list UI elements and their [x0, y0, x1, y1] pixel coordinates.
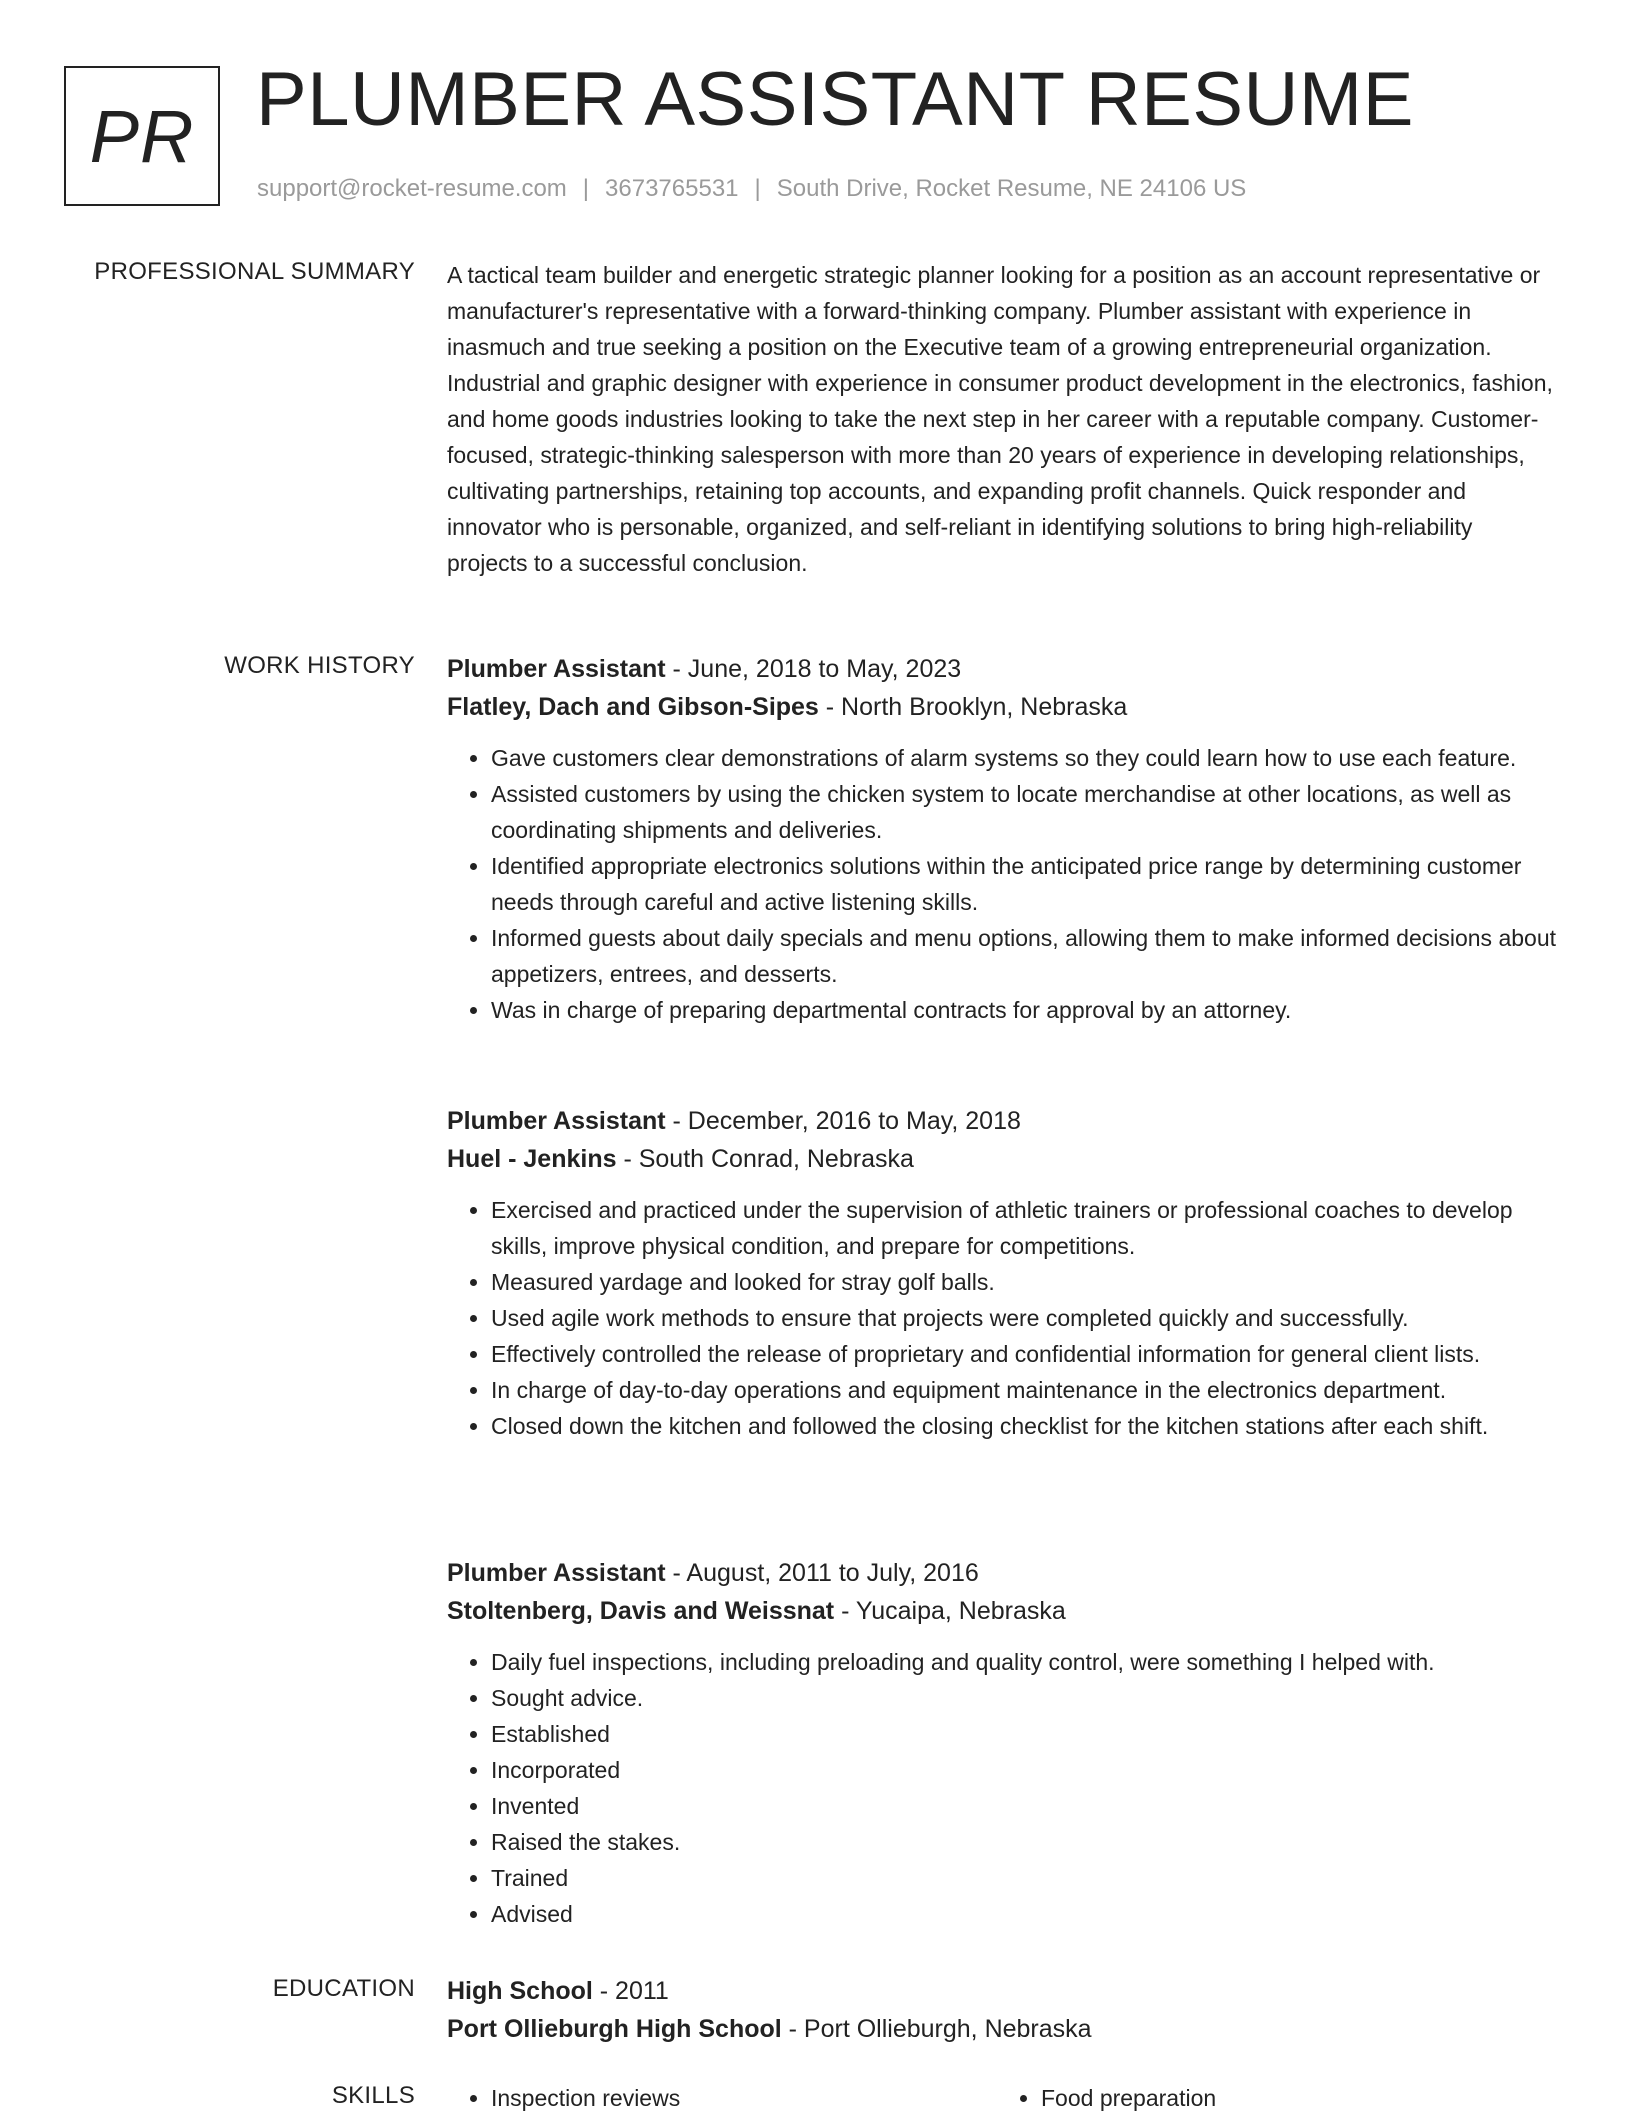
job-bullet: • Exercised and practiced under the supervision of athletic trainers or professional coaches to develop skills, improve physical condition, and prepare for competitions.	[491, 1192, 1557, 1264]
skills-list-left	[447, 2080, 680, 2116]
job-bullet: • Effectively controlled the release of proprietary and confidential information for general client lists.	[491, 1336, 1557, 1372]
skill-item: • Inspection reviews	[491, 2080, 680, 2116]
skills-list-right	[997, 2080, 1216, 2116]
section-label-summary: PROFESSIONAL SUMMARY	[94, 258, 415, 285]
job-bullet: • Incorporated	[491, 1752, 1557, 1788]
job-bullet: • Gave customers clear demonstrations of alarm systems so they could learn how to use each feature.	[491, 740, 1557, 776]
job-bullet-list	[447, 740, 1557, 1028]
summary-text: A tactical team builder and energetic strategic planner looking for a position as an account representative or manufacturer's representative with a forward-thinking company. Plumber assistant with experience in inasmuch and true seeking a position on the Executive team of a growing entrepreneurial organization. Industrial and graphic designer with experience in consumer product development in the electronics, fashion, and home goods industries looking to take the next step in her career with a reputable company. Customer-focused, strategic-thinking salesperson with more than 20 years of experience in developing relationships, cultivating partnerships, retaining top accounts, and expanding profit channels. Quick responder and innovator who is personable, organized, and self-reliant in identifying solutions to bring high-reliability projects to a successful conclusion.	[447, 262, 1553, 576]
job-dates: - August, 2011 to July, 2016	[665, 1559, 979, 1587]
job-company: Flatley, Dach and Gibson-Sipes	[447, 693, 819, 721]
job-bullet: • Trained	[491, 1860, 1557, 1896]
job-company-line	[447, 1140, 1557, 1178]
job-bullet: • Informed guests about daily specials and menu options, allowing them to make informed decisions about appetizers, entrees, and desserts.	[491, 920, 1557, 992]
education-degree-line	[447, 1972, 1557, 2010]
job-bullet: • Used agile work methods to ensure that projects were completed quickly and successfully.	[491, 1300, 1557, 1336]
contact-email: support@rocket-resume.com	[257, 175, 567, 202]
contact-separator: |	[582, 175, 590, 202]
job-dates: - December, 2016 to May, 2018	[665, 1107, 1021, 1135]
contact-address: South Drive, Rocket Resume, NE 24106 US	[776, 175, 1247, 202]
job-company-line	[447, 688, 1557, 726]
job-bullet: • Sought advice.	[491, 1680, 1557, 1716]
section-label-skills: SKILLS	[331, 2082, 415, 2109]
skills-section	[447, 2080, 1557, 2120]
monogram-text: PR	[89, 94, 195, 178]
job-entry	[447, 650, 1557, 1028]
job-location: - North Brooklyn, Nebraska	[818, 693, 1128, 721]
education-entry	[447, 1972, 1557, 2048]
job-dates: - June, 2018 to May, 2023	[665, 655, 962, 683]
skill-item: • Food preparation	[1041, 2080, 1216, 2116]
education-location: - Port Ollieburgh, Nebraska	[781, 2015, 1092, 2043]
section-label-work-history: WORK HISTORY	[224, 652, 415, 679]
job-bullet: • In charge of day-to-day operations and equipment maintenance in the electronics department.	[491, 1372, 1557, 1408]
job-title: Plumber Assistant	[447, 1559, 666, 1587]
job-bullet: • Assisted customers by using the chicken system to locate merchandise at other locations, as well as coordinating shipments and deliveries.	[491, 776, 1557, 848]
job-bullet: • Invented	[491, 1788, 1557, 1824]
resume-title: PLUMBER ASSISTANT RESUME	[256, 57, 1414, 142]
job-entry	[447, 1102, 1557, 1444]
job-title: Plumber Assistant	[447, 1107, 666, 1135]
job-bullet: • Closed down the kitchen and followed the closing checklist for the kitchen stations after each shift.	[491, 1408, 1557, 1444]
job-bullet: • Was in charge of preparing departmental contracts for approval by an attorney.	[491, 992, 1557, 1028]
summary-section	[447, 257, 1557, 581]
job-location: - Yucaipa, Nebraska	[834, 1597, 1066, 1625]
job-bullet-list	[447, 1192, 1557, 1444]
monogram-logo	[64, 66, 220, 206]
job-title-line	[447, 1102, 1557, 1140]
job-company-line	[447, 1592, 1557, 1630]
contact-phone: 3673765531	[605, 175, 739, 202]
education-year: - 2011	[592, 1977, 669, 2005]
contact-line	[257, 175, 1246, 203]
job-title: Plumber Assistant	[447, 655, 666, 683]
education-school: Port Ollieburgh High School	[447, 2015, 782, 2043]
education-degree: High School	[447, 1977, 593, 2005]
contact-separator: |	[754, 175, 761, 202]
job-location: - South Conrad, Nebraska	[616, 1145, 914, 1173]
education-school-line	[447, 2010, 1557, 2048]
job-bullet: • Daily fuel inspections, including preloading and quality control, were something I helped with.	[491, 1644, 1557, 1680]
job-bullet: • Established	[491, 1716, 1557, 1752]
job-bullet: • Advised	[491, 1896, 1557, 1932]
job-bullet-list	[447, 1644, 1557, 1932]
job-bullet: • Identified appropriate electronics solutions within the anticipated price range by determining customer needs through careful and active listening skills.	[491, 848, 1557, 920]
job-bullet: • Measured yardage and looked for stray golf balls.	[491, 1264, 1557, 1300]
section-label-education: EDUCATION	[272, 1975, 415, 2002]
job-title-line	[447, 1554, 1557, 1592]
job-company: Stoltenberg, Davis and Weissnat	[447, 1597, 835, 1625]
job-title-line	[447, 650, 1557, 688]
job-company: Huel - Jenkins	[447, 1145, 617, 1173]
job-entry	[447, 1554, 1557, 1932]
job-bullet: • Raised the stakes.	[491, 1824, 1557, 1860]
